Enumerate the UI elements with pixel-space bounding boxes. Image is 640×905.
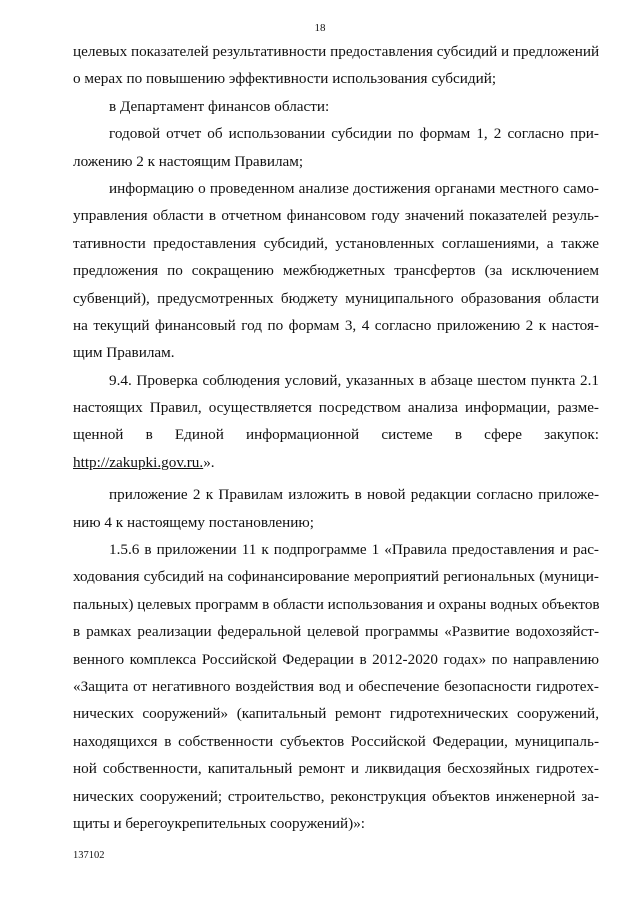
text-line: информацию о проведенном анализе достижения органами местного само- (109, 179, 599, 197)
text-line: 9.4. Проверка соблюдения условий, указанных в абзаце шестом пункта 2.1 (109, 371, 599, 389)
text-line: щиты и берегоукрепительных сооружений)»: (73, 814, 366, 832)
page-number: 18 (314, 22, 326, 34)
text-line: щенной в Единой информационной системе в сфере закупок: (73, 426, 599, 444)
zakupki-link[interactable]: http://zakupki.gov.ru. (73, 453, 204, 471)
document-body (73, 38, 599, 837)
text-line: нических сооружений; строительство, реконструкция объектов инженерной за- (73, 787, 599, 805)
text-line: предложения по сокращению межбюджетных трансфертов (за исключением (73, 262, 599, 280)
text-line: тативности предоставления субсидий, установленных соглашениями, а также (73, 234, 599, 252)
text-line: ной собственности, капитальный ремонт и ликвидация бесхозяйных гидротех- (73, 760, 599, 778)
text-line: нию 4 к настоящему постановлению; (73, 513, 314, 531)
text-line: в рамках реализации федеральной целевой программы «Развитие водохозяйст- (73, 623, 599, 641)
text-line: ходования субсидий на софинансирование мероприятий региональных (муници- (73, 568, 599, 586)
closing-quote: ». (203, 453, 215, 471)
text-line: приложение 2 к Правилам изложить в новой редакции согласно приложе- (109, 486, 599, 504)
text-line: нических сооружений» (капитальный ремонт гидротехнических сооружений, (73, 705, 599, 723)
text-line: пальных) целевых программ в области использования и охраны водных объектов (73, 595, 600, 613)
text-line: венного комплекса Российской Федерации в 2012-2020 годах» по направлению (73, 650, 599, 668)
text-line (73, 449, 599, 476)
document-code: 137102 (73, 850, 105, 861)
text-line: 1.5.6 в приложении 11 к подпрограмме 1 «Правила предоставления и рас- (109, 541, 599, 559)
text-line: в Департамент финансов области: (109, 97, 330, 115)
text-line: «Защита от негативного воздействия вод и обеспечение безопасности гидротех- (73, 677, 599, 695)
text-line: ложению 2 к настоящим Правилам; (73, 152, 304, 170)
text-line: субвенций), предусмотренных бюджету муниципального образования области (73, 289, 599, 307)
text-line: управления области в отчетном финансовом году значений показателей резуль- (73, 207, 599, 225)
text-line: о мерах по повышению эффективности использования субсидий; (73, 70, 497, 88)
text-line: находящихся в собственности субъектов Российской Федерации, муниципаль- (73, 732, 599, 750)
text-line: годовой отчет об использовании субсидии по формам 1, 2 согласно при- (109, 125, 599, 143)
text-line: щим Правилам. (73, 344, 175, 362)
text-line: целевых показателей результативности предоставления субсидий и предложений (73, 43, 600, 60)
text-line: настоящих Правил, осуществляется посредством анализа информации, разме- (73, 399, 599, 417)
text-line: на текущий финансовый год по формам 3, 4 согласно приложению 2 к настоя- (73, 316, 599, 334)
